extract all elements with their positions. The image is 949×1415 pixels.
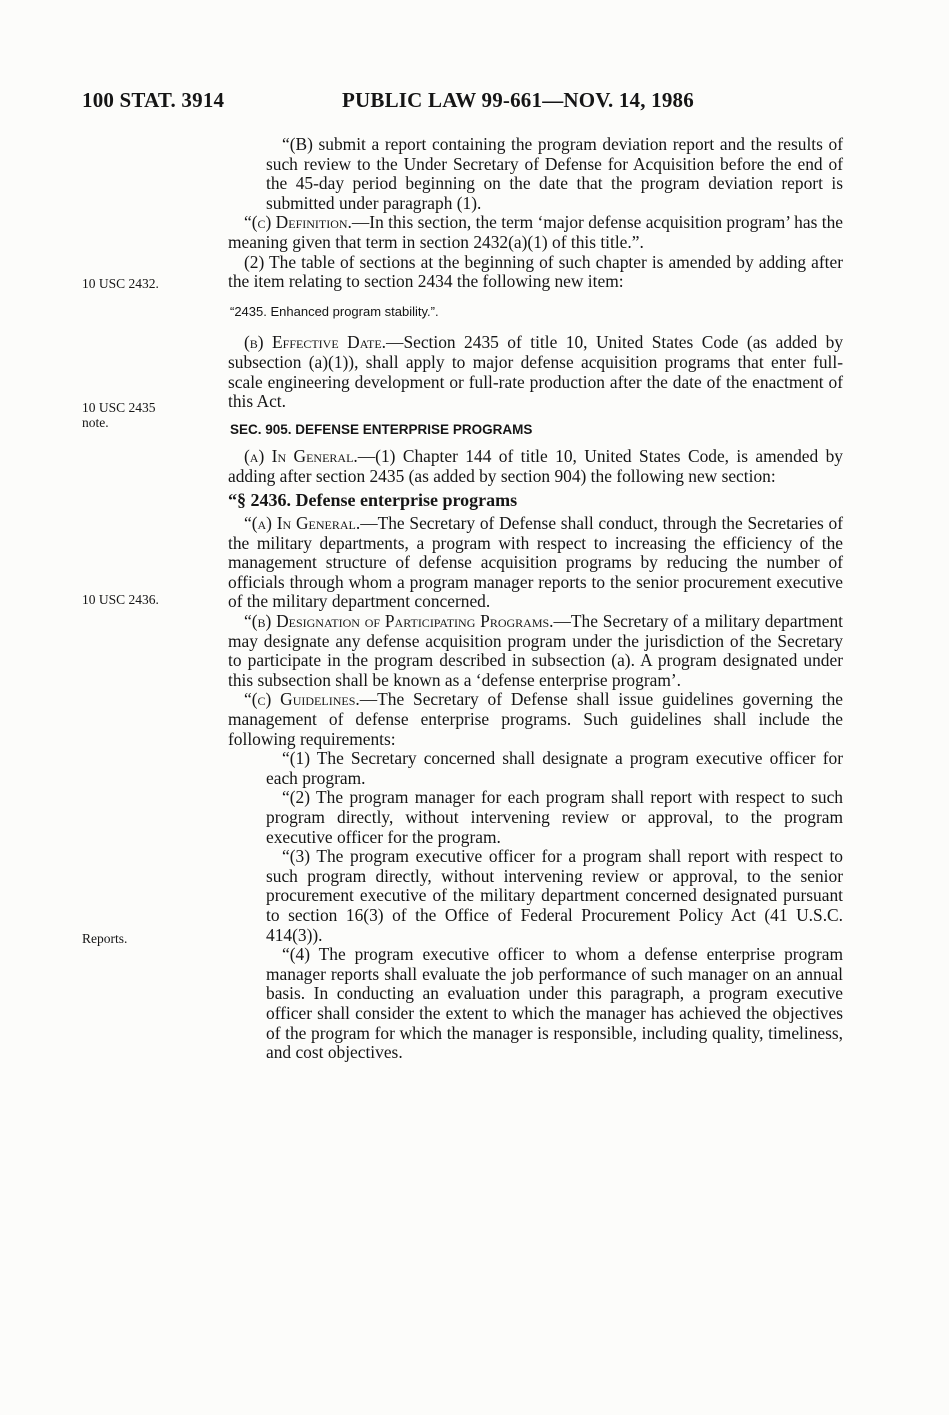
definition-heading: “(c) Definition.: [244, 212, 352, 233]
paragraph-a-in-general: [228, 447, 843, 486]
requirement-2: “(2) The program manager for each program shall report with respect to such program directly, without intervening review or approval, to the program executive officer for the program.: [266, 787, 843, 847]
margin-note-10-usc-2435: [82, 400, 156, 430]
section-2436-c-heading: “(c) Guidelines.: [244, 689, 360, 710]
margin-note-line: 10 USC 2435: [82, 400, 156, 415]
paragraph-c-definition: [228, 213, 843, 252]
requirement-1: “(1) The Secretary concerned shall designate a program executive officer for each program.: [266, 748, 843, 788]
paragraph-b-effective-date: [228, 333, 843, 411]
in-general-heading: (a) In General.: [244, 446, 358, 467]
margin-note-reports: Reports.: [82, 931, 128, 946]
requirement-3: “(3) The program executive officer for a program shall report with respect to such program directly, without intervening review or approval, to the senior procurement executive of the military department concerned designated pursuant to section 16(3) of the Office of Federal Procurement Policy Act (41 U.S.C. 414(3)).: [266, 846, 843, 945]
paragraph-2436-c: [228, 690, 843, 749]
in-general-text: —(1) Chapter 144 of title 10, United States Code, is amended by adding after section 2435 (as added by section 904) the following new section:: [228, 446, 844, 486]
paragraph-2436-a: [228, 514, 843, 612]
body-text: [228, 135, 843, 1063]
effective-date-heading: (b) Effective Date.: [244, 332, 387, 353]
margin-note-line: note.: [82, 415, 109, 430]
paragraph-b-submit: “(B) submit a report containing the program deviation report and the results of such review to the Under Secretary of Defense for Acquisition before the end of the 45-day period beginning on the date that the program deviation report is submitted under paragraph (1).: [266, 134, 843, 213]
paragraph-2-table: (2) The table of sections at the beginning of such chapter is amended by adding after the item relating to section 2434 the following new item:: [228, 251, 843, 292]
table-item-2435: “2435. Enhanced program stability.”.: [230, 303, 439, 319]
requirement-4: “(4) The program executive officer to whom a defense enterprise program manager reports shall evaluate the job performance of such manager on an annual basis. In conducting an evaluation under this paragraph, a program executive officer shall consider the extent to which the manager has achieved the objectives of the program for which the manager is responsible, including quality, timeliness, and cost objectives.: [266, 944, 843, 1063]
section-2436-c-text: —The Secretary of Defense shall issue guidelines governing the management of defense enterprise programs. Such guidelines shall include the following requirements:: [228, 689, 843, 749]
section-2436-b-text: —The Secretary of a military department may designate any defense acquisition program under the jurisdiction of the Secretary to participate in the program described in subsection (a). A program designated under this subsection shall be known as a ‘defense enterprise program’.: [228, 611, 843, 690]
effective-date-text: —Section 2435 of title 10, United States Code (as added by subsection (a)(1)), shall apply to major defense acquisition programs that enter full-scale engineering development or full-rate production after the date of the enactment of this Act.: [228, 332, 844, 412]
margin-note-10-usc-2436: 10 USC 2436.: [82, 592, 159, 607]
section-2436-b-heading: “(b) Designation of Participating Programs.: [244, 611, 554, 632]
section-2436-a-text: —The Secretary of Defense shall conduct, through the Secretaries of the military departments, a program with respect to increasing the efficiency of the management structure of defense acquisition programs by reducing the number of officials through whom a program manager reports to the senior procurement executive of the military department concerned.: [228, 513, 843, 612]
paragraph-2436-b: [228, 612, 843, 690]
public-law-header: PUBLIC LAW 99-661—NOV. 14, 1986: [342, 88, 694, 112]
margin-note-10-usc-2432: 10 USC 2432.: [82, 276, 159, 291]
definition-text: —In this section, the term ‘major defense acquisition program’ has the meaning given that term in section 2432(a)(1) of this title.”.: [228, 212, 843, 252]
section-905-heading: SEC. 905. DEFENSE ENTERPRISE PROGRAMS: [230, 421, 533, 437]
stat-citation: 100 STAT. 3914: [82, 88, 225, 112]
section-2436-title: “§ 2436. Defense enterprise programs: [228, 489, 518, 510]
section-2436-a-heading: “(a) In General.: [244, 513, 361, 534]
